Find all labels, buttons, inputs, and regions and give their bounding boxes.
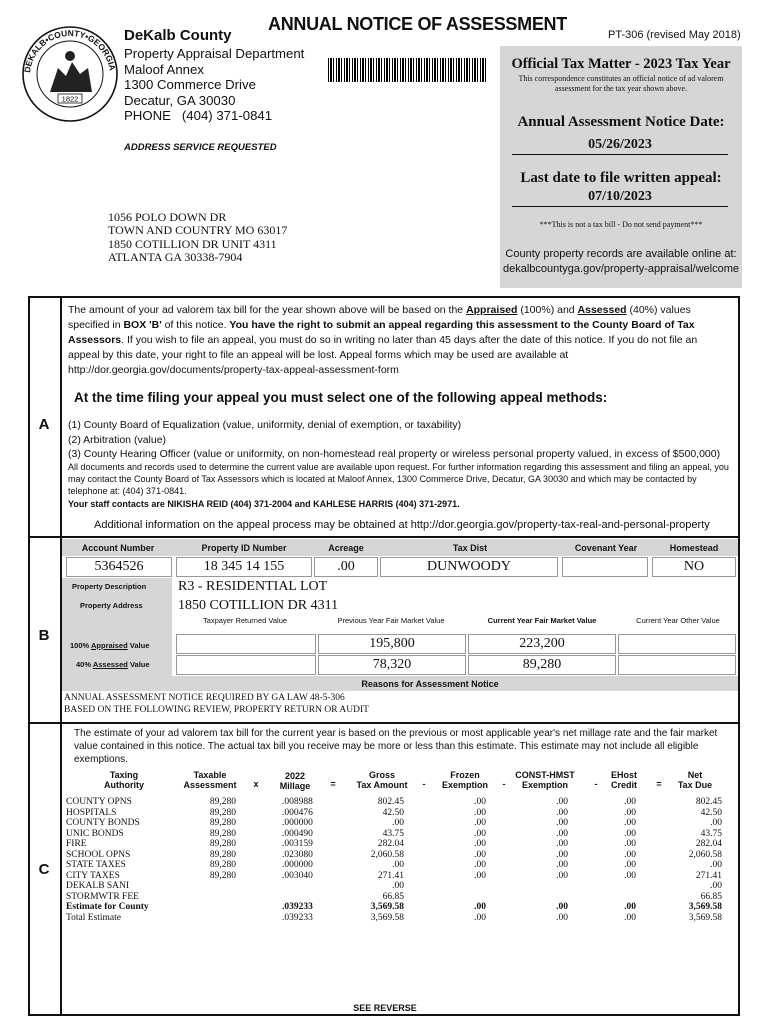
- seal-year: 1822: [61, 94, 79, 104]
- tax-net-cell: 66.85: [700, 891, 722, 902]
- tax-gross-cell: 3,569.58: [370, 912, 404, 923]
- tax-ehost-cell: .00: [624, 849, 636, 860]
- tax-millage-cell: .000476: [282, 807, 313, 818]
- tax-frozen-cell: .00: [474, 849, 486, 860]
- tax-net-cell: .00: [710, 860, 722, 870]
- tax-const-cell: .00: [556, 839, 568, 849]
- column-ehost: [580, 797, 636, 923]
- appeal-method: (3) County Hearing Officer (value or uniformity, on non-homestead real property or wireless personal property valued, in excess of $500,000): [68, 448, 721, 460]
- appeal-rights-paragraph: [68, 303, 730, 378]
- tax-ehost-cell: .00: [624, 818, 636, 828]
- tax-assessment-cell: 89,280: [209, 860, 236, 870]
- tax-const-cell: .00: [556, 797, 568, 807]
- cell-covenant-year: [562, 557, 648, 577]
- header-minus: -: [502, 779, 506, 789]
- header-eq: =: [656, 779, 662, 789]
- tax-frozen-cell: .00: [474, 912, 486, 923]
- header-text: Taxable Assessment: [183, 770, 237, 790]
- tax-authority-cell: COUNTY BONDS: [66, 818, 140, 828]
- tax-ehost-cell: .00: [624, 807, 636, 818]
- header-tax-dist: Tax Dist: [452, 543, 488, 553]
- suffix: Value: [127, 641, 150, 650]
- tax-ehost-cell: .00: [624, 839, 636, 849]
- para-text: The amount of your ad valorem tax bill for the year shown above will be based on the: [68, 304, 467, 316]
- appeal-deadline-date: 07/10/2023: [512, 189, 728, 207]
- assessed-term: Assessed: [577, 304, 627, 316]
- tax-frozen-cell: .00: [474, 839, 486, 849]
- appraised-previous: 195,800: [369, 636, 415, 651]
- mailing-address: [108, 211, 287, 265]
- form-id: PT-306 (revised May 2018): [608, 29, 741, 41]
- tax-authority-cell: UNIC BONDS: [66, 828, 124, 839]
- dept-line: PHONE (404) 371-0841: [124, 108, 273, 124]
- tax-assessment-cell: 89,280: [209, 828, 236, 839]
- tax-millage-cell: [282, 881, 332, 892]
- appeal-deadline-label: Last date to file written appeal:: [520, 170, 722, 186]
- column-frozen: [430, 797, 486, 923]
- pct: 100%: [70, 641, 91, 650]
- tax-frozen-cell: .00: [474, 828, 486, 839]
- tax-assessment-cell: [180, 902, 236, 913]
- dept-line: 1300 Commerce Drive: [124, 77, 256, 93]
- tax-gross-cell: 2,060.58: [370, 849, 404, 860]
- tax-millage-cell: .039233: [282, 902, 313, 912]
- tax-frozen-cell: .00: [474, 797, 486, 807]
- assessed-previous: 78,320: [372, 657, 412, 672]
- dept-line: Decatur, GA 30030: [124, 92, 236, 108]
- county-seal: [20, 24, 120, 124]
- page-title: ANNUAL NOTICE OF ASSESSMENT: [268, 14, 567, 34]
- appeal-method: (1) County Board of Equalization (value, uniformity, denial of exemption, or taxability): [68, 419, 462, 431]
- property-address: 1850 COTILLION DR 4311: [178, 598, 339, 613]
- online-records: [500, 247, 742, 277]
- header-homestead: Homestead: [669, 543, 719, 553]
- svg-text:DEKALB•COUNTY•GEORGIA: [22, 28, 118, 73]
- assessed-word: Assessed: [92, 660, 128, 669]
- header-other-value: Current Year Other Value: [636, 616, 720, 625]
- tax-assessment-cell: [180, 892, 236, 903]
- tax-ehost-cell: .00: [624, 828, 636, 839]
- property-id: 18 345 14 155: [203, 559, 285, 574]
- tax-gross-cell: .00: [392, 881, 404, 891]
- tax-authority-cell: Total Estimate: [66, 912, 122, 923]
- column-const: [510, 797, 568, 923]
- appraised-term: Appraised: [466, 304, 518, 316]
- cell-appraised-other: [618, 634, 736, 654]
- additional-info: Additional information on the appeal process may be obtained at http://dor.georgia.gov/property-tax-real-and-personal-property: [94, 519, 710, 531]
- tax-authority-cell: STORMWTR FEE: [66, 891, 139, 902]
- property-description: R3 - RESIDENTIAL LOT: [178, 579, 328, 594]
- tax-gross-cell: .00: [392, 818, 404, 828]
- column-gross: [340, 797, 404, 923]
- tax-ehost-cell: .00: [624, 912, 636, 923]
- tax-gross-cell: 282.04: [377, 839, 404, 849]
- tax-const-cell: .00: [556, 870, 568, 881]
- county-name: DeKalb County: [124, 27, 232, 44]
- pct: 40%: [76, 660, 93, 669]
- tax-net-cell: 3,569.58: [688, 902, 722, 912]
- homestead: NO: [683, 559, 705, 574]
- tax-millage-cell: .000000: [282, 818, 313, 828]
- tax-authority-cell: STATE TAXES: [66, 860, 126, 870]
- assessed-value-label: [76, 660, 150, 669]
- tax-ehost-cell: .00: [624, 860, 636, 870]
- tax-net-cell: .00: [710, 818, 722, 828]
- tax-gross-cell: 3,569.58: [370, 902, 404, 912]
- required-by-law: [64, 692, 369, 716]
- column-assessment: [180, 797, 236, 923]
- documents-note: All documents and records used to determine the current value are available upon request. For further information regarding this assessment and filing an appeal, you may contact the County Board of Tax Assessors which is located at Maloof Annex, 1300 Commerce Drive, Decatur, GA 30030 and which may be contacted by telephone at: (404) 371-0841.: [68, 462, 729, 496]
- appeal-methods-list: [68, 418, 730, 462]
- header-minus: -: [422, 779, 426, 789]
- tax-net-cell: 3,569.58: [688, 912, 722, 923]
- tax-millage-cell: .023080: [282, 849, 313, 860]
- property-description-label: Property Description: [72, 582, 147, 591]
- tax-millage-cell: [282, 892, 332, 903]
- appeal-methods-heading: At the time filing your appeal you must select one of the following appeal methods:: [74, 390, 608, 405]
- required-line: BASED ON THE FOLLOWING REVIEW, PROPERTY RETURN OR AUDIT: [64, 705, 369, 715]
- header-covenant-year: Covenant Year: [574, 543, 638, 553]
- property-address-label: Property Address: [80, 601, 143, 610]
- reasons-heading: Reasons for Assessment Notice: [361, 679, 499, 689]
- mailing-line: 1056 POLO DOWN DR: [108, 210, 227, 224]
- tax-frozen-cell: .00: [474, 818, 486, 828]
- header-text: EHost Credit: [610, 770, 637, 790]
- tax-const-cell: .00: [556, 807, 568, 818]
- mailing-line: TOWN AND COUNTRY MO 63017: [108, 223, 288, 238]
- header-text: Net Tax Due: [677, 770, 713, 790]
- tax-const-cell: .00: [556, 818, 568, 828]
- tax-net-cell: 42.50: [700, 807, 722, 818]
- barcode: [328, 58, 488, 82]
- header-text: CONST-HMST Exemption: [515, 770, 575, 790]
- tax-assessment-cell: 89,280: [209, 807, 236, 818]
- tax-assessment-cell: 89,280: [209, 797, 236, 807]
- header-millage: [264, 771, 326, 791]
- section-b-letter: B: [38, 627, 50, 644]
- tax-const-cell: .00: [556, 912, 568, 923]
- seal-text: DEKALB•COUNTY•GEORGIA: [22, 27, 118, 74]
- online-text: County property records are available online at:: [505, 248, 737, 260]
- suffix: Value: [127, 660, 150, 669]
- estimate-paragraph: The estimate of your ad valorem tax bill for the current year is based on the previous or most applicable year's net millage rate and the fair market value contained in this notice. The actual tax bill you receive may be more or less than this estimate. This estimate may not include all eligible exemptions.: [74, 728, 718, 765]
- header-text: 2022 Millage: [279, 771, 311, 791]
- tax-ehost-cell: .00: [624, 797, 636, 807]
- dept-line: Property Appraisal Department: [124, 46, 305, 61]
- tax-millage-cell: .008988: [282, 797, 313, 807]
- box-b-ref: BOX 'B': [123, 319, 162, 331]
- tax-authority-cell: DEKALB SANI: [66, 881, 130, 891]
- cell-appraised-taxpayer: [176, 634, 316, 654]
- tax-authority-cell: CITY TAXES: [66, 870, 120, 881]
- tax-millage-cell: .003159: [282, 839, 313, 849]
- header-current-value: Current Year Fair Market Value: [487, 616, 597, 625]
- tax-gross-cell: .00: [392, 860, 404, 870]
- tax-net-cell: 271.41: [695, 870, 722, 881]
- tax-authority-cell: COUNTY OPNS: [66, 797, 132, 807]
- appeal-method: (2) Arbitration (value): [68, 433, 167, 446]
- tax-net-cell: 2,060.58: [688, 849, 722, 860]
- header-gross: [346, 770, 418, 790]
- tax-assessment-cell: 89,280: [209, 818, 236, 828]
- header-acreage: Acreage: [328, 543, 364, 553]
- header-property-id: Property ID Number: [201, 543, 287, 553]
- tax-ehost-cell: .00: [624, 902, 636, 912]
- header-ehost: [600, 770, 648, 790]
- staff-contacts: Your staff contacts are NIKISHA REID (404) 371-2004 and KAHLESE HARRIS (404) 371-2971.: [68, 499, 460, 509]
- tax-gross-cell: 66.85: [382, 891, 404, 902]
- header-previous-value: Previous Year Fair Market Value: [337, 616, 445, 625]
- see-reverse: SEE REVERSE: [353, 1003, 417, 1013]
- required-line: ANNUAL ASSESSMENT NOTICE REQUIRED BY GA LAW 48-5-306: [64, 693, 345, 703]
- para-text: . If you wish to file an appeal, you must do so in writing no later than 45 days after the date of this notice. If you do not file an appeal by this date, your right to file an appeal will be lost. Appeal forms which may be used are available at http://dor.georgia.gov/documents/property-tax-appeal-assessment-form: [68, 334, 698, 376]
- header-x: x: [253, 779, 259, 789]
- tax-const-cell: .00: [556, 902, 568, 912]
- official-heading: Official Tax Matter - 2023 Tax Year: [511, 56, 731, 72]
- header-net: [668, 770, 722, 790]
- cell-assessed-other: [618, 655, 736, 675]
- address-service-note: ADDRESS SERVICE REQUESTED: [124, 142, 277, 153]
- para-text: (100%) and: [517, 304, 578, 316]
- tax-frozen-cell: .00: [474, 870, 486, 881]
- tax-frozen-cell: [430, 892, 486, 903]
- header-frozen: [432, 770, 498, 790]
- tax-const-cell: .00: [556, 849, 568, 860]
- cell-assessed-taxpayer: [176, 655, 316, 675]
- annual-notice-date: 05/26/2023: [512, 137, 728, 155]
- tax-frozen-cell: .00: [474, 860, 486, 870]
- header-text: Gross Tax Amount: [356, 770, 408, 790]
- tax-ehost-cell: [580, 892, 636, 903]
- tax-gross-cell: 271.41: [377, 870, 404, 881]
- tax-gross-cell: 43.75: [382, 828, 404, 839]
- not-a-bill-note: ***This is not a tax bill - Do not send payment***: [539, 220, 703, 229]
- section-c-letter: C: [38, 861, 50, 878]
- tax-net-cell: .00: [710, 881, 722, 891]
- tax-millage-cell: .000490: [282, 828, 313, 839]
- tax-frozen-cell: .00: [474, 902, 486, 912]
- appeal-right: You have the right to submit an appeal regarding this assessment to the County Board of Tax Assessors: [68, 319, 695, 346]
- appraised-current: 223,200: [519, 636, 565, 651]
- header-text: Taxing Authority: [104, 770, 144, 790]
- tax-frozen-cell: .00: [474, 807, 486, 818]
- header-minus: -: [594, 779, 598, 789]
- tax-assessment-cell: 89,280: [209, 839, 236, 849]
- annual-notice-label: Annual Assessment Notice Date:: [517, 114, 725, 130]
- tax-dist: DUNWOODY: [427, 559, 511, 574]
- column-net: [660, 797, 722, 923]
- department-address: [124, 46, 304, 124]
- tax-const-cell: .00: [556, 828, 568, 839]
- tax-authority-cell: SCHOOL OPNS: [66, 849, 131, 860]
- section-a-letter: A: [38, 416, 50, 433]
- tax-net-cell: 802.45: [695, 797, 722, 807]
- tax-ehost-cell: .00: [624, 870, 636, 881]
- correspondence-note: This correspondence constitutes an official notice of ad valorem assessment for the tax year shown above.: [518, 74, 724, 93]
- account-number: 5364526: [94, 559, 144, 574]
- tax-const-cell: [510, 892, 568, 903]
- header-authority: [84, 770, 164, 790]
- appraised-value-label: [70, 641, 149, 650]
- acreage: .00: [337, 559, 355, 574]
- mailing-line: ATLANTA GA 30338-7904: [108, 250, 243, 265]
- tax-gross-cell: 802.45: [377, 797, 404, 807]
- header-account-number: Account Number: [81, 543, 155, 553]
- tax-const-cell: [510, 881, 568, 892]
- tax-ehost-cell: [580, 881, 636, 892]
- online-url[interactable]: dekalbcountyga.gov/property-appraisal/welcome: [502, 263, 740, 275]
- tax-frozen-cell: [430, 881, 486, 892]
- tax-assessment-cell: 89,280: [209, 870, 236, 881]
- tax-millage-cell: .000000: [282, 860, 313, 870]
- assessed-current: 89,280: [522, 657, 562, 672]
- tax-authority-cell: FIRE: [66, 839, 87, 849]
- mailing-line: 1850 COTILLION DR UNIT 4311: [108, 236, 277, 251]
- tax-millage-cell: .003040: [282, 870, 313, 881]
- tax-gross-cell: 42.50: [382, 807, 404, 818]
- header-taxpayer-value: Taxpayer Returned Value: [202, 616, 288, 625]
- tax-authority-cell: HOSPITALS: [66, 807, 117, 818]
- column-millage: [282, 797, 332, 923]
- dept-line: Maloof Annex: [124, 61, 204, 77]
- tax-assessment-cell: [180, 913, 236, 924]
- column-authority: [66, 797, 186, 923]
- appraised-word: Appraised: [91, 641, 128, 650]
- tax-millage-cell: .039233: [282, 912, 313, 923]
- para-text: of this notice.: [161, 319, 230, 331]
- para-text: (40%) values specified in: [68, 304, 691, 331]
- header-const: [508, 770, 582, 790]
- tax-const-cell: .00: [556, 860, 568, 870]
- tax-net-cell: 282.04: [695, 839, 722, 849]
- tax-authority-cell: Estimate for County: [66, 902, 149, 912]
- header-assessment: [170, 770, 250, 790]
- tax-assessment-cell: [180, 881, 236, 892]
- header-eq: =: [330, 779, 336, 789]
- header-text: Frozen Exemption: [441, 770, 488, 790]
- tax-assessment-cell: 89,280: [209, 849, 236, 860]
- tax-net-cell: 43.75: [700, 828, 722, 839]
